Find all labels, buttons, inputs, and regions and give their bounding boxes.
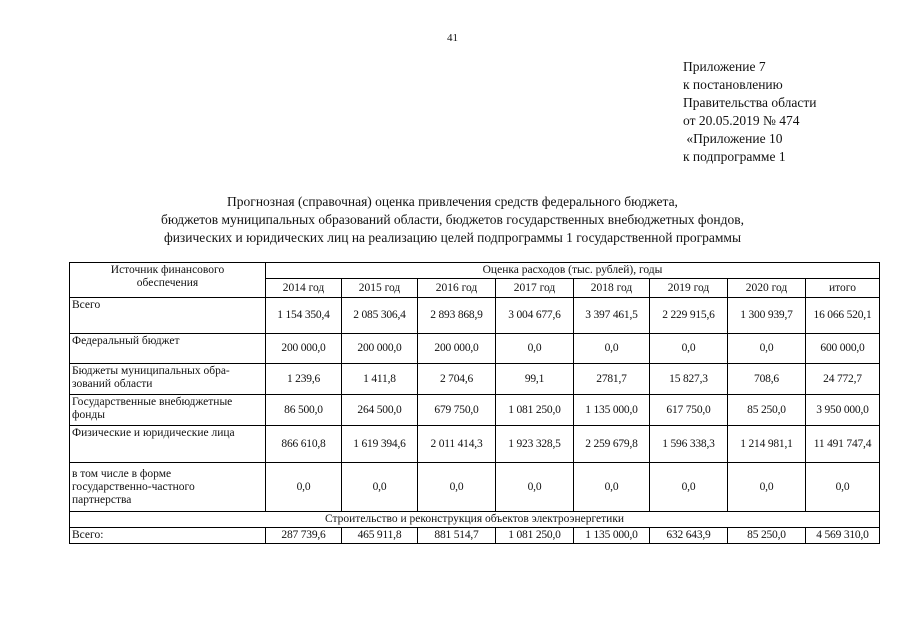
value-cell: 0,0 (574, 463, 650, 512)
appendix-line: «Приложение 10 (683, 131, 783, 146)
value-cell: 1 081 250,0 (496, 528, 574, 544)
title-line: физических и юридических лиц на реализацию целей подпрограммы 1 государственной программы (163, 230, 742, 245)
row-label-line: Государственные внебюджетные (72, 396, 233, 408)
value-cell: 1 135 000,0 (574, 528, 650, 544)
total-column-header: итого (806, 279, 880, 298)
document-title (0, 193, 905, 247)
appendix-reference (683, 58, 816, 166)
value-cell: 1 619 394,6 (342, 426, 418, 463)
page-number: 41 (447, 32, 458, 44)
year-column-header: 2020 год (728, 279, 806, 298)
source-header-line: Источник финансового (110, 264, 225, 276)
value-cell: 617 750,0 (650, 395, 728, 426)
value-cell: 600 000,0 (806, 334, 880, 364)
value-cell: 2781,7 (574, 364, 650, 395)
value-cell: 1 411,8 (342, 364, 418, 395)
value-cell: 3 950 000,0 (806, 395, 880, 426)
value-cell: 85 250,0 (728, 528, 806, 544)
value-cell: 2 704,6 (418, 364, 496, 395)
table-row (70, 426, 880, 463)
year-column-header: 2018 год (574, 279, 650, 298)
row-label (70, 426, 266, 463)
value-cell: 1 135 000,0 (574, 395, 650, 426)
row-label (70, 364, 266, 395)
row-label (70, 334, 266, 364)
value-cell: 0,0 (574, 334, 650, 364)
title-line: бюджетов муниципальных образований области, бюджетов государственных внебюджетных фондов, (160, 212, 745, 227)
value-cell: 0,0 (266, 463, 342, 512)
table-row (70, 463, 880, 512)
section-total-row (70, 528, 880, 544)
row-label-line: Бюджеты муниципальных обра- (72, 365, 230, 377)
value-cell: 679 750,0 (418, 395, 496, 426)
appendix-line: Приложение 7 (683, 59, 766, 74)
value-cell: 2 229 915,6 (650, 298, 728, 334)
value-cell: 0,0 (728, 334, 806, 364)
value-cell: 264 500,0 (342, 395, 418, 426)
title-line: Прогнозная (справочная) оценка привлечения средств федерального бюджета, (227, 194, 678, 209)
section-title: Строительство и реконструкция объектов электроэнергетики (70, 512, 880, 528)
value-cell: 0,0 (650, 334, 728, 364)
value-cell: 16 066 520,1 (806, 298, 880, 334)
appendix-line: Правительства области (683, 95, 817, 110)
value-cell: 1 214 981,1 (728, 426, 806, 463)
value-cell: 24 772,7 (806, 364, 880, 395)
table-row (70, 364, 880, 395)
value-cell: 4 569 310,0 (806, 528, 880, 544)
value-cell: 200 000,0 (418, 334, 496, 364)
row-label-line: зований области (72, 378, 153, 390)
value-cell: 0,0 (342, 463, 418, 512)
financing-table (69, 262, 880, 544)
row-label-line: государственно-частного (72, 480, 195, 493)
value-cell: 1 154 350,4 (266, 298, 342, 334)
estimate-header: Оценка расходов (тыс. рублей), годы (266, 263, 880, 279)
value-cell: 632 643,9 (650, 528, 728, 544)
value-cell: 1 300 939,7 (728, 298, 806, 334)
row-label-line: Федеральный бюджет (72, 335, 180, 347)
value-cell: 15 827,3 (650, 364, 728, 395)
value-cell: 11 491 747,4 (806, 426, 880, 463)
value-cell: 3 397 461,5 (574, 298, 650, 334)
value-cell: 0,0 (418, 463, 496, 512)
value-cell: 287 739,6 (266, 528, 342, 544)
source-header-line: обеспечения (136, 277, 199, 289)
value-cell: 1 081 250,0 (496, 395, 574, 426)
value-cell: 2 011 414,3 (418, 426, 496, 463)
value-cell: 0,0 (496, 463, 574, 512)
value-cell: 200 000,0 (266, 334, 342, 364)
value-cell: 0,0 (496, 334, 574, 364)
value-cell: 3 004 677,6 (496, 298, 574, 334)
value-cell: 85 250,0 (728, 395, 806, 426)
row-label (70, 298, 266, 334)
value-cell: 866 610,8 (266, 426, 342, 463)
row-label-line: партнерства (72, 493, 132, 506)
value-cell: 708,6 (728, 364, 806, 395)
row-label: Всего: (70, 528, 266, 544)
row-label (70, 395, 266, 426)
table-row (70, 334, 880, 364)
row-label-line: в том числе в форме (72, 467, 172, 480)
row-label-line: Всего (72, 299, 101, 311)
value-cell: 465 911,8 (342, 528, 418, 544)
value-cell: 2 085 306,4 (342, 298, 418, 334)
appendix-line: от 20.05.2019 № 474 (683, 113, 800, 128)
table-row (70, 395, 880, 426)
table-row (70, 298, 880, 334)
value-cell: 1 596 338,3 (650, 426, 728, 463)
year-column-header: 2014 год (266, 279, 342, 298)
value-cell: 2 259 679,8 (574, 426, 650, 463)
year-column-header: 2017 год (496, 279, 574, 298)
year-column-header: 2019 год (650, 279, 728, 298)
value-cell: 881 514,7 (418, 528, 496, 544)
value-cell: 1 923 328,5 (496, 426, 574, 463)
value-cell: 1 239,6 (266, 364, 342, 395)
value-cell: 0,0 (650, 463, 728, 512)
value-cell: 0,0 (728, 463, 806, 512)
value-cell: 99,1 (496, 364, 574, 395)
value-cell: 200 000,0 (342, 334, 418, 364)
row-label (70, 463, 266, 512)
value-cell: 86 500,0 (266, 395, 342, 426)
value-cell: 2 893 868,9 (418, 298, 496, 334)
source-header (70, 263, 266, 298)
year-column-header: 2016 год (418, 279, 496, 298)
row-label-line: фонды (72, 409, 105, 421)
row-label-line: Физические и юридические лица (72, 427, 235, 439)
value-cell: 0,0 (806, 463, 880, 512)
appendix-line: к подпрограмме 1 (683, 149, 786, 164)
appendix-line: к постановлению (683, 77, 783, 92)
year-column-header: 2015 год (342, 279, 418, 298)
